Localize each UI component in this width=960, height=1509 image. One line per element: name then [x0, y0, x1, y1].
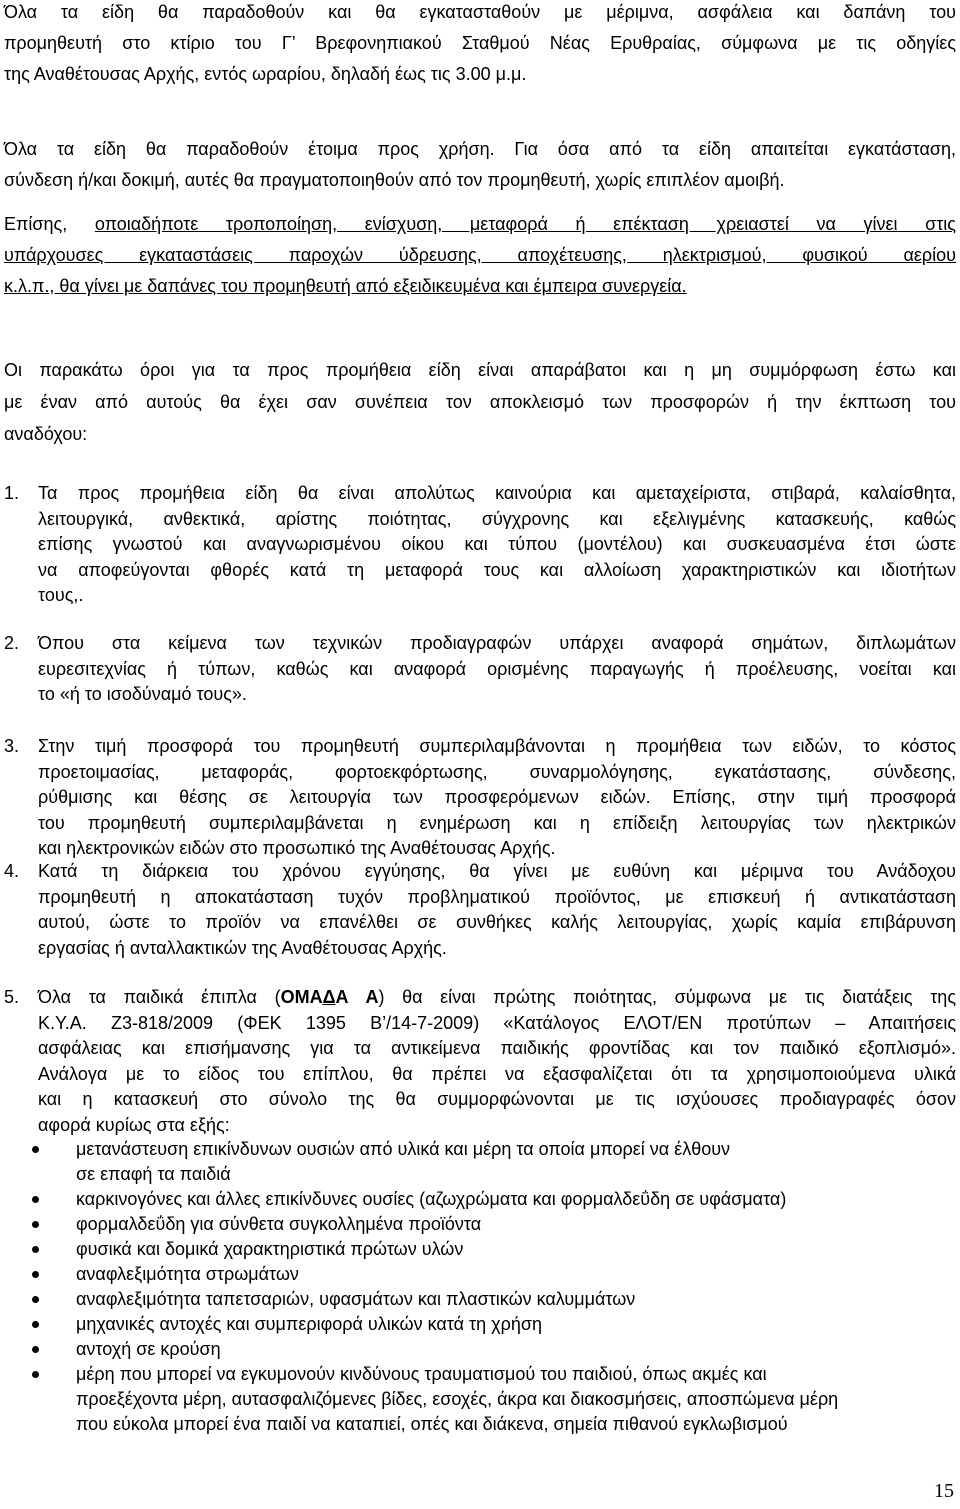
text-fragment: Επίσης, — [4, 214, 68, 234]
text-line: και ηλεκτρονικών ειδών στο προσωπικό της Αναθέτουσας Αρχής. — [38, 838, 556, 858]
item-text — [38, 859, 956, 961]
text-line: της Αναθέτουσας Αρχής, εντός ωραρίου, δηλαδή έως τις 3.00 μ.μ. — [4, 64, 527, 84]
item-number: 4. — [4, 861, 20, 881]
text-line: προμηθευτή η αποκατάσταση τυχόν προβληματικού προϊόντος, με επισκευή ή αντικατάσταση — [38, 886, 956, 907]
text-line: αναδόχου: — [4, 424, 88, 444]
text-line: επίσης γνωστού και αναγνωρισμένου οίκου και τύπου (μοντέλου) και συσκευασμένα έτσι ώστε — [38, 534, 956, 554]
text-line: σύνδεση ή/και δοκιμή, αυτές θα πραγματοποιηθούν από τον προμηθευτή, χωρίς επιπλέον αμοιβή. — [4, 170, 785, 190]
intro-paragraph-1 — [4, 0, 956, 90]
text-line: που εύκολα μπορεί ένα παιδί να καταπιεί, οπές και διάκενα, σημεία πιθανού εγκλωβισμού — [76, 1414, 788, 1434]
bold-fragment: Α Α — [335, 987, 379, 1007]
text-line: αναφλεξιμότητα στρωμάτων — [76, 1264, 299, 1284]
text-line: προετοιμασίας, μεταφοράς, φορτοεκφόρτωσης, συναρμολόγησης, εγκατάστασης, σύνδεσης, — [38, 761, 956, 782]
item-text — [38, 985, 956, 1138]
intro-paragraph-2 — [4, 134, 956, 196]
bullet-icon — [32, 1246, 39, 1253]
text-line: φυσικά και δομικά χαρακτηριστικά πρώτων υλών — [76, 1239, 464, 1259]
bold-fragment: ΟΜΑ — [280, 987, 323, 1007]
item-text — [38, 631, 956, 708]
item-text — [38, 734, 956, 862]
text-line: τους,. — [38, 585, 84, 605]
text-line: Όλα τα είδη θα παραδοθούν και θα εγκατασταθούν με μέριμνα, ασφάλεια και δαπάνη του — [4, 2, 956, 22]
item-text — [38, 481, 956, 609]
bullet-item — [0, 1187, 960, 1212]
text-line: να αποφεύγονται φθορές κατά τη μεταφορά τους και αλλοίωση χαρακτηριστικών και ιδιοτήτων — [38, 559, 956, 580]
text-line: Όλα τα είδη θα παραδοθούν έτοιμα προς χρήση. Για όσα από τα είδη απαιτείται εγκατάσταση, — [4, 139, 956, 159]
bullet-icon — [32, 1221, 39, 1228]
text-line: μηχανικές αντοχές και συμπεριφορά υλικών κατά τη χρήση — [76, 1314, 542, 1334]
bullet-item — [0, 1262, 960, 1287]
text-fragment: ) θα είναι πρώτης ποιότητας, σύμφωνα με τις διατάξεις της — [378, 987, 956, 1007]
text-line: σε επαφή τα παιδιά — [76, 1164, 231, 1184]
bullet-item — [0, 1137, 960, 1187]
text-line: εργασίας ή ανταλλακτικών της Αναθέτουσας Αρχής. — [38, 937, 447, 958]
text-line: Όπου στα κείμενα των τεχνικών προδιαγραφών υπάρχει αναφορά σημάτων, διπλωμάτων — [38, 633, 956, 653]
text-line: Κ.Υ.Α. Ζ3-818/2009 (ΦΕΚ 1395 Β’/14-7-2009) «Κατάλογος ΕΛΟΤ/ΕΝ προτύπων – Απαιτήσεις — [38, 1012, 956, 1033]
text-line: και η κατασκευή στο σύνολο της θα συμμορφώνονται με τις ισχύουσες προδιαγραφές όσον — [38, 1089, 956, 1109]
bullet-icon — [32, 1146, 39, 1153]
bullet-item — [0, 1312, 960, 1337]
bullet-item — [0, 1212, 960, 1237]
underlined-text-line: υπάρχουσες εγκαταστάσεις παροχών ύδρευσης, αποχέτευσης, ηλεκτρισμού, φυσικού αερίου — [4, 245, 956, 265]
bullet-icon — [32, 1296, 39, 1303]
bullet-list — [0, 1137, 960, 1437]
underlined-text-line: κ.λ.π., θα γίνει με δαπάνες του προμηθευτή από εξειδικευμένα και έμπειρα συνεργεία. — [4, 276, 687, 296]
bullet-item — [0, 1362, 960, 1437]
text-line: αυτού, ώστε το προϊόν να επανέλθει σε συνθήκες καλής λειτουργίας, χωρίς καμία επιβάρυνση — [38, 912, 956, 932]
text-line: αναφλεξιμότητα ταπετσαριών, υφασμάτων και πλαστικών καλυμμάτων — [76, 1289, 636, 1309]
text-line: με έναν από αυτούς θα έχει σαν συνέπεια τον αποκλεισμό των προσφορών ή την έκπτωση του — [4, 392, 956, 412]
text-line: ευρεσιτεχνίας ή τύπων, καθώς και αναφορά ορισμένης παραγωγής ή προέλευσης, νοείται και — [38, 658, 956, 679]
text-line: μετανάστευση επικίνδυνων ουσιών από υλικά και μέρη τα οποία μπορεί να έλθουν — [76, 1139, 731, 1159]
text-line: του προμηθευτή συμπεριλαμβάνεται η ενημέρωση και η επίδειξη λειτουργίας των ηλεκτρικών — [38, 812, 956, 833]
intro-paragraph-4 — [4, 354, 956, 450]
text-line: ασφάλειας και επισήμανσης για τα αντικείμενα παιδικής φροντίδας και τον παιδικό εξοπλισμό». — [38, 1038, 956, 1058]
text-line: λειτουργικά, ανθεκτικά, αρίστης ποιότητας, σύγχρονης και εξελιγμένης κατασκευής, καθώς — [38, 508, 956, 529]
text-line: Κατά τη διάρκεια του χρόνου εγγύησης, θα γίνει με ευθύνη και μέριμνα του Ανάδοχου — [38, 861, 956, 881]
text-line: φορμαλδεΰδη για σύνθετα συγκολλημένα προϊόντα — [76, 1214, 482, 1234]
text-line: Ανάλογα με το είδος του επίπλου, θα πρέπει να εξασφαλίζεται ότι τα χρησιμοποιούμενα υλικά — [38, 1063, 956, 1084]
text-line: καρκινογόνες και άλλες επικίνδυνες ουσίες (αζωχρώματα και φορμαλδεΰδη σε υφάσματα) — [76, 1189, 787, 1209]
item-number: 5. — [4, 987, 20, 1007]
text-line: αφορά κυρίως στα εξής: — [38, 1114, 230, 1135]
bullet-item — [0, 1237, 960, 1262]
item-number: 1. — [4, 483, 20, 503]
text-line: Τα προς προμήθεια είδη θα είναι απολύτως καινούρια και αμεταχείριστα, στιβαρά, καλαίσθητα, — [38, 483, 956, 503]
bullet-icon — [32, 1346, 39, 1353]
bold-underlined-fragment: Δ — [322, 987, 336, 1007]
text-line: μέρη που μπορεί να εγκυμονούν κινδύνους τραυματισμού του παιδιού, όπως ακμές και — [76, 1364, 767, 1384]
text-fragment: Όλα τα παιδικά έπιπλα ( — [38, 987, 281, 1007]
bullet-icon — [32, 1371, 39, 1378]
text-line: προμηθευτή στο κτίριο του Γ’ Βρεφονηπιακού Σταθμού Νέας Ερυθραίας, σύμφωνα με τις οδηγίες — [4, 33, 956, 53]
text-line: προεξέχοντα μέρη, αυτασφαλιζόμενες βίδες, εσοχές, άκρα και διακοσμήσεις, αποσπώμενα μέρη — [76, 1389, 839, 1409]
item-number: 3. — [4, 736, 20, 756]
text-line: αντοχή σε κρούση — [76, 1339, 221, 1359]
bullet-item — [0, 1287, 960, 1312]
bold-group-label — [281, 987, 379, 1007]
page-number: 15 — [934, 1480, 954, 1502]
text-line — [38, 985, 956, 1011]
bullet-item — [0, 1337, 960, 1362]
bullet-icon — [32, 1196, 39, 1203]
text-line: Οι παρακάτω όροι για τα προς προμήθεια είδη είναι απαράβατοι και η μη συμμόρφωση έστω και — [4, 360, 956, 380]
bullet-icon — [32, 1271, 39, 1278]
text-line: Στην τιμή προσφορά του προμηθευτή συμπεριλαμβάνονται η προμήθεια των ειδών, το κόστος — [38, 736, 956, 756]
text-line: ρύθμισης και θέσης σε λειτουργία των προσφερόμενων ειδών. Επίσης, στην τιμή προσφορά — [38, 787, 956, 807]
underlined-text: οποιαδήποτε τροποποίηση, ενίσχυση, μεταφορά ή επέκταση χρειαστεί να γίνει στις — [94, 214, 956, 234]
text-line: το «ή το ισοδύναμό τους». — [38, 684, 247, 704]
bullet-icon — [32, 1321, 39, 1328]
text-line — [4, 209, 956, 240]
item-number: 2. — [4, 633, 20, 653]
intro-paragraph-3 — [4, 209, 956, 302]
